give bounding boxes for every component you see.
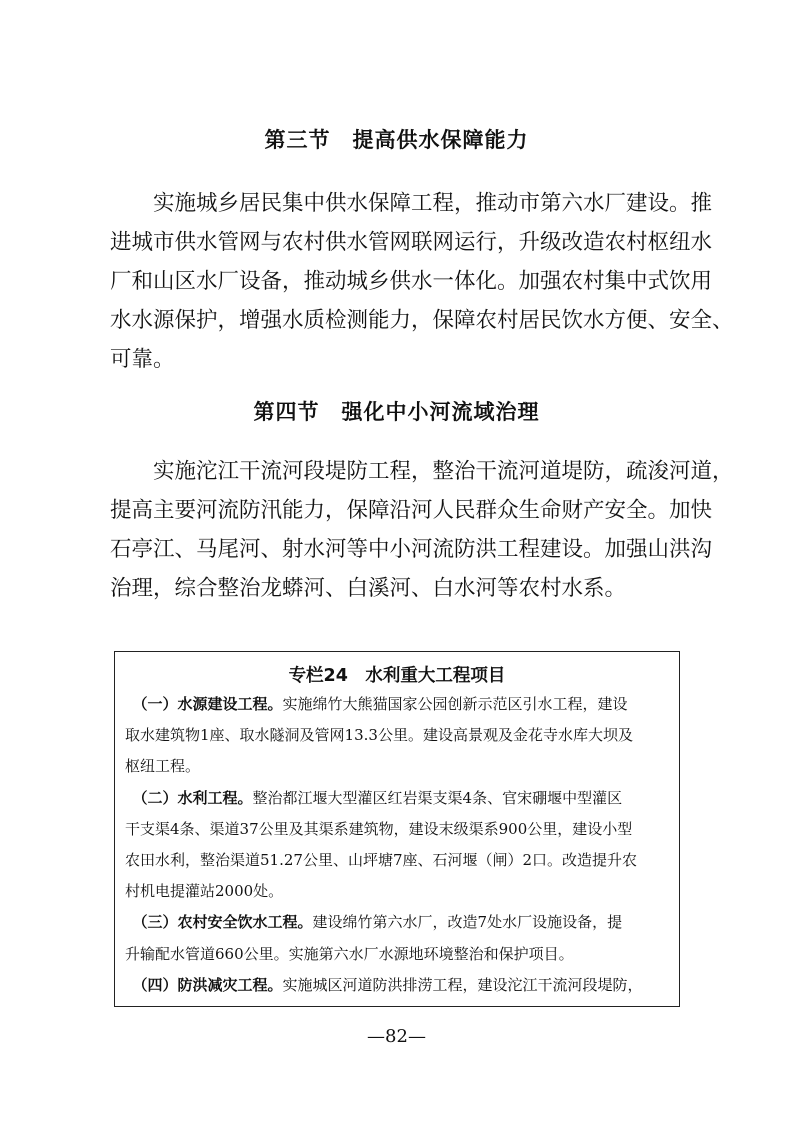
box-item-text: 实施城区河道防洪排涝工程，建设沱江干流河段堤防，	[282, 975, 643, 994]
box-item-text: 实施绵竹大熊猫国家公园创新示范区引水工程，建设	[282, 695, 628, 713]
paragraph-line: 实施沱江干流河段堤防工程，整治干流河道堤防，疏浚河道，	[110, 459, 734, 484]
paragraph-line: 治理，综合整治龙蟒河、白溪河、白水河等农村水系。	[110, 576, 627, 601]
section3-paragraph	[110, 184, 734, 379]
section3-heading: 第三节 提高供水保障能力	[264, 128, 529, 152]
box-item-line	[125, 783, 673, 814]
page-number: —82—	[367, 1026, 426, 1047]
box-item-label: （三）农村安全饮水工程。	[140, 913, 313, 932]
box-item-text: 建设绵竹第六水厂，改造7处水厂设施设备，提	[312, 913, 623, 932]
special-column-box	[114, 651, 680, 1007]
paragraph-line: 厂和山区水厂设备，推动城乡供水一体化。加强农村集中式饮用	[110, 269, 713, 294]
box-item-text: 整治都江堰大型灌区红岩渠支渠4条、官宋硼堰中型灌区	[252, 788, 623, 807]
paragraph-line: 进城市供水管网与农村供水管网联网运行，升级改造农村枢纽水	[110, 230, 713, 255]
paragraph-line: 石亭江、马尾河、射水河等中小河流防洪工程建设。加强山洪沟	[110, 537, 713, 562]
box-title: 专栏24 水利重大工程项目	[288, 666, 506, 686]
box-item-label: （二）水利工程。	[140, 788, 253, 807]
box-item-line: 枢纽工程。	[125, 757, 201, 776]
box-item-line	[125, 689, 673, 720]
box-item-line	[125, 907, 673, 938]
box-item-line: 村机电提灌站2000处。	[125, 882, 284, 901]
box-item-line: 农田水利，整治渠道51.27公里、山坪塘7座、石河堰（闸）2口。改造提升农	[125, 850, 638, 869]
box-item-label: （四）防洪减灾工程。	[140, 975, 283, 994]
section4-paragraph	[110, 452, 734, 608]
paragraph-line: 水水源保护，增强水质检测能力，保障农村居民饮水方便、安全、	[110, 308, 734, 333]
paragraph-line: 提高主要河流防汛能力，保障沿河人民群众生命财产安全。加快	[110, 498, 713, 523]
box-body	[125, 689, 673, 1001]
box-item-line	[125, 970, 673, 1001]
box-item-line: 干支渠4条、渠道37公里及其渠系建筑物，建设末级渠系900公里，建设小型	[125, 819, 633, 838]
box-item-line: 取水建筑物1座、取水隧洞及管网13.3公里。建设高景观及金花寺水库大坝及	[125, 726, 633, 745]
paragraph-line: 可靠。	[110, 347, 175, 372]
paragraph-line: 实施城乡居民集中供水保障工程，推动市第六水厂建设。推	[110, 191, 713, 216]
section4-heading: 第四节 强化中小河流域治理	[253, 400, 540, 424]
box-item-line: 升输配水管道660公里。实施第六水厂水源地环境整治和保护项目。	[125, 944, 574, 963]
box-item-label: （一）水源建设工程。	[140, 695, 283, 713]
